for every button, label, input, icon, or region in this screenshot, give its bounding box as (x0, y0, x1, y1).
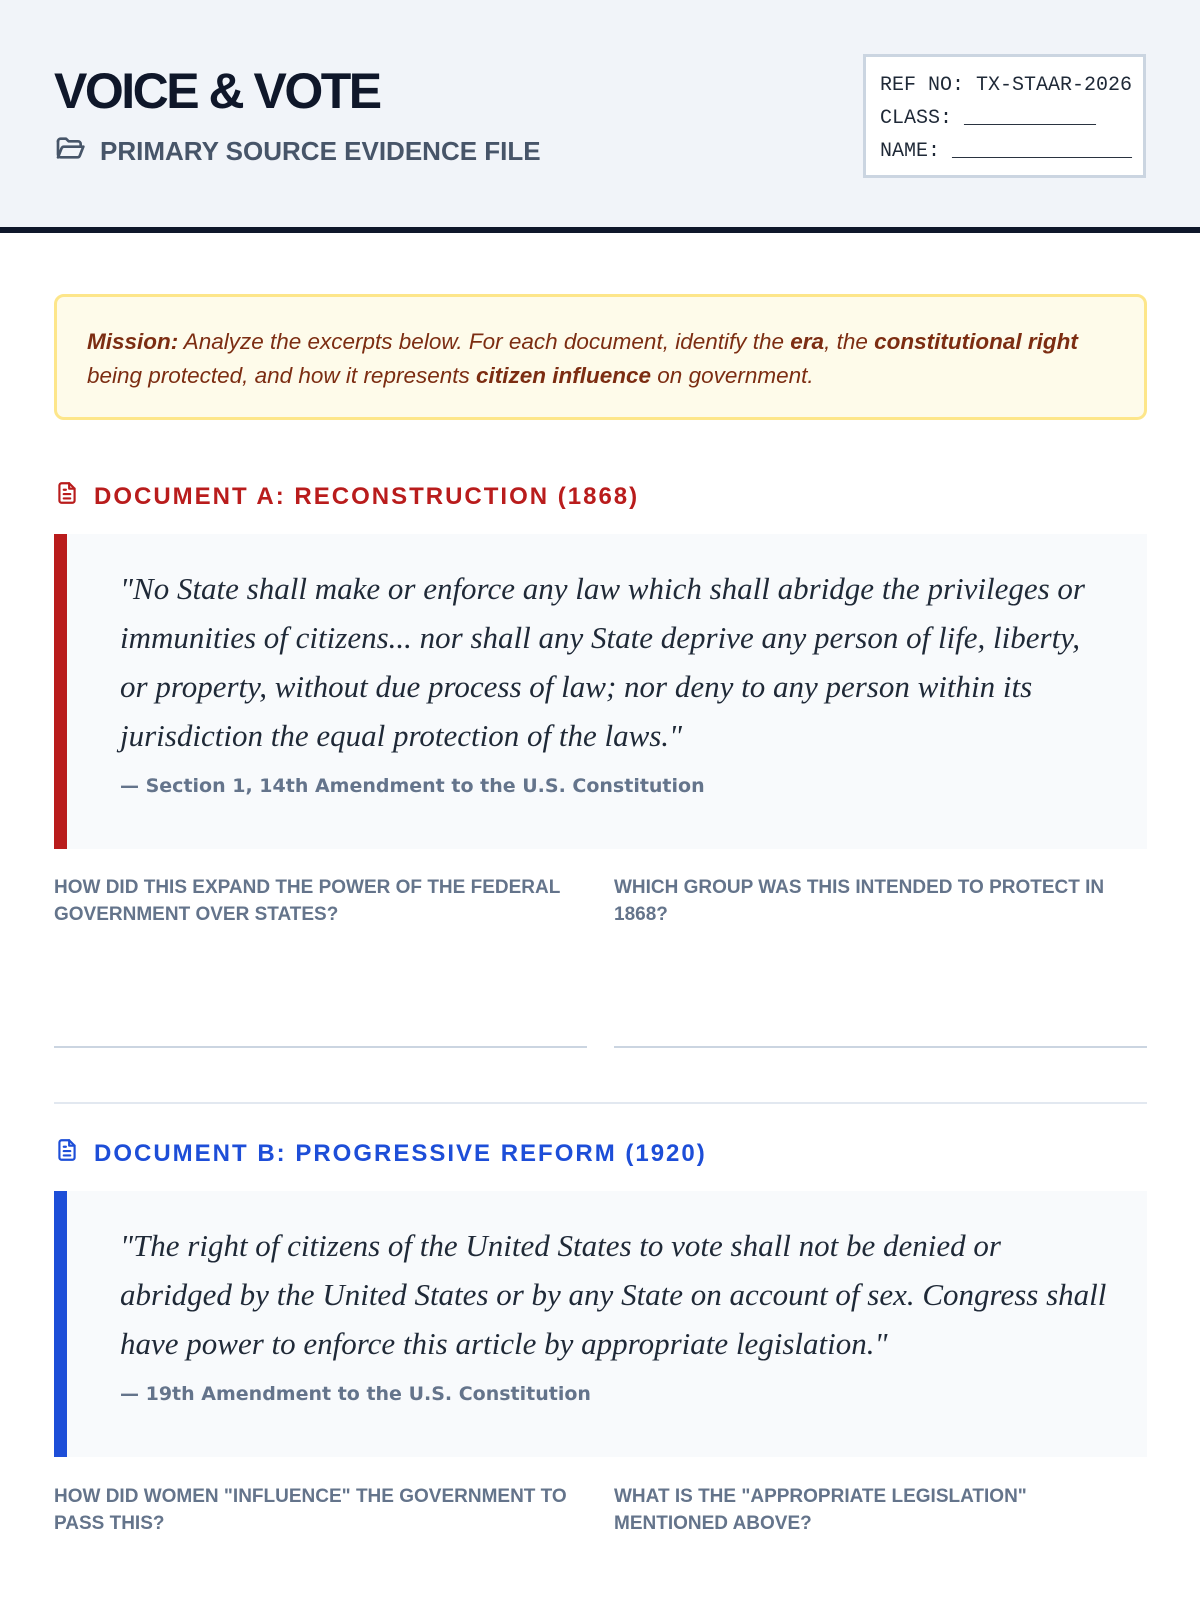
reference-box (863, 54, 1146, 178)
mission-box (54, 294, 1147, 420)
mission-label: Mission: (87, 329, 179, 354)
document-b-question-1: HOW DID WOMEN "INFLUENCE" THE GOVERNMENT TO PASS THIS? (54, 1486, 567, 1534)
document-a-answer-line-2[interactable] (614, 1046, 1147, 1048)
folder-open-icon (54, 132, 86, 171)
document-a-title: DOCUMENT A: RECONSTRUCTION (1868) (94, 482, 640, 510)
document-a-question-2: WHICH GROUP WAS THIS INTENDED TO PROTECT IN 1868? (614, 877, 1105, 925)
document-icon (54, 1137, 80, 1170)
page-title: VOICE & VOTE (54, 63, 380, 119)
document-b-quote-block (54, 1191, 1147, 1457)
page-header (0, 0, 1200, 233)
mission-text: Analyze the excerpts below. For each document, identify the (178, 329, 791, 354)
mission-text: on government. (651, 363, 814, 388)
page-subtitle (54, 132, 541, 171)
document-a-answer-line-1[interactable] (54, 1046, 587, 1048)
document-icon (54, 480, 80, 513)
name-field: NAME: _______________ (880, 140, 1133, 163)
mission-text: , the (824, 329, 875, 354)
document-b-citation: — 19th Amendment to the U.S. Constitution (120, 1383, 591, 1405)
document-a-question-1: HOW DID THIS EXPAND THE POWER OF THE FEDERAL GOVERNMENT OVER STATES? (54, 877, 560, 925)
ref-number: REF NO: TX-STAAR-2026 (880, 74, 1133, 97)
document-a-heading (54, 480, 639, 513)
document-a-citation: — Section 1, 14th Amendment to the U.S. Constitution (120, 775, 705, 797)
document-b-question-2: WHAT IS THE "APPROPRIATE LEGISLATION" MENTIONED ABOVE? (614, 1486, 1027, 1534)
class-field: CLASS: ___________ (880, 107, 1097, 130)
mission-keyword-era: era (790, 329, 825, 354)
mission-keyword-right: constitutional right (874, 329, 1078, 354)
document-a-quote-block (54, 534, 1147, 849)
document-a-quote: "No State shall make or enforce any law which shall abridge the privileges or immunities of citizens... nor shall any State deprive any person of life, liberty, or property, without due process of law; nor deny to any person within its jurisdiction the equal protection of the laws." (120, 571, 1085, 753)
section-divider (54, 1102, 1147, 1104)
document-b-heading (54, 1137, 707, 1170)
mission-text: being protected, and how it represents (87, 363, 476, 388)
subtitle-text: PRIMARY SOURCE EVIDENCE FILE (100, 136, 541, 166)
mission-keyword-influence: citizen influence (476, 363, 652, 388)
document-b-quote: "The right of citizens of the United States to vote shall not be denied or abridged by the United States or by any State on account of sex. Congress shall have power to enforce this article by appropriate legislation." (120, 1228, 1107, 1361)
document-b-title: DOCUMENT B: PROGRESSIVE REFORM (1920) (94, 1139, 707, 1167)
